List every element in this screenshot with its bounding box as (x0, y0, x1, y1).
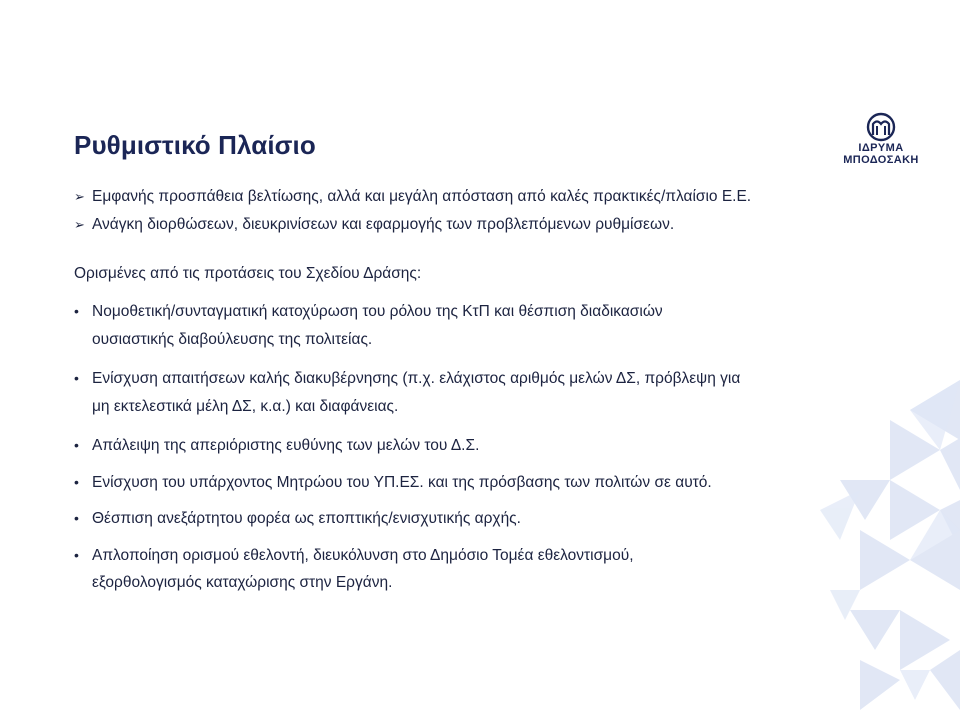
proposal-line: Ενίσχυση του υπάρχοντος Μητρώου του ΥΠ.ΕΣ. και της πρόσβασης των πολιτών σε αυτό. (92, 473, 712, 491)
proposal-item (74, 298, 874, 353)
arrow-point-text: Ανάγκη διορθώσεων, διευκρινίσεων και εφαρμογής των προβλεπόμενων ρυθμίσεων. (92, 216, 675, 233)
proposal-line: Ενίσχυση απαιτήσεων καλής διακυβέρνησης (π.χ. ελάχιστος αριθμός μελών ΔΣ, πρόβλεψη για (92, 370, 741, 387)
slide-title: Ρυθμιστικό Πλαίσιο (74, 130, 316, 160)
logo-text-line1: ΙΔΡΥΜΑ (858, 142, 904, 154)
proposal-line: ουσιαστικής διαβούλευσης της πολιτείας. (92, 330, 373, 348)
bullet-dot-icon: • (74, 303, 79, 319)
arrow-point-list (74, 183, 751, 239)
arrow-point (74, 211, 751, 239)
bullet-dot-icon: • (74, 473, 79, 490)
proposal-line: Θέσπιση ανεξάρτητου φορέα ως εποπτικής/ενισχυτικής αρχής. (92, 510, 521, 527)
proposal-item (74, 469, 874, 497)
bullet-dot-icon: • (74, 546, 79, 563)
arrowhead-icon: ➢ (74, 189, 85, 204)
proposal-line: Απάλειψη της απεριόριστης ευθύνης των μελών του Δ.Σ. (92, 437, 480, 454)
proposals-intro: Ορισμένες από τις προτάσεις του Σχεδίου Δράσης: (74, 265, 422, 282)
proposal-item (74, 505, 874, 533)
foundation-emblem-icon (865, 112, 897, 142)
arrow-point (74, 183, 751, 211)
bullet-dot-icon: • (74, 510, 79, 526)
proposal-line: μη εκτελεστικά μέλη ΔΣ, κ.α.) και διαφάνειας. (92, 397, 399, 415)
bullet-dot-icon: • (74, 370, 79, 386)
proposal-list (74, 298, 874, 609)
arrowhead-icon: ➢ (74, 217, 85, 232)
proposal-line: Απλοποίηση ορισμού εθελοντή, διευκόλυνση στο Δημόσιο Τομέα εθελοντισμού, (92, 546, 634, 564)
triangle-pattern-decoration (820, 380, 960, 720)
bodossaki-logo (836, 112, 926, 172)
proposal-item (74, 542, 874, 597)
arrow-point-text: Εμφανής προσπάθεια βελτίωσης, αλλά και μεγάλη απόσταση από καλές πρακτικές/πλαίσιο Ε.Ε. (92, 188, 752, 205)
proposal-line: Νομοθετική/συνταγματική κατοχύρωση του ρόλου της ΚτΠ και θέσπιση διαδικασιών (92, 303, 663, 320)
proposal-item (74, 365, 874, 420)
bullet-dot-icon: • (74, 437, 79, 453)
proposal-item (74, 432, 874, 460)
proposal-line: εξορθολογισμός καταχώρισης στην Εργάνη. (92, 574, 393, 591)
logo-text-line2: ΜΠΟΔΟΣΑΚΗ (843, 154, 919, 166)
